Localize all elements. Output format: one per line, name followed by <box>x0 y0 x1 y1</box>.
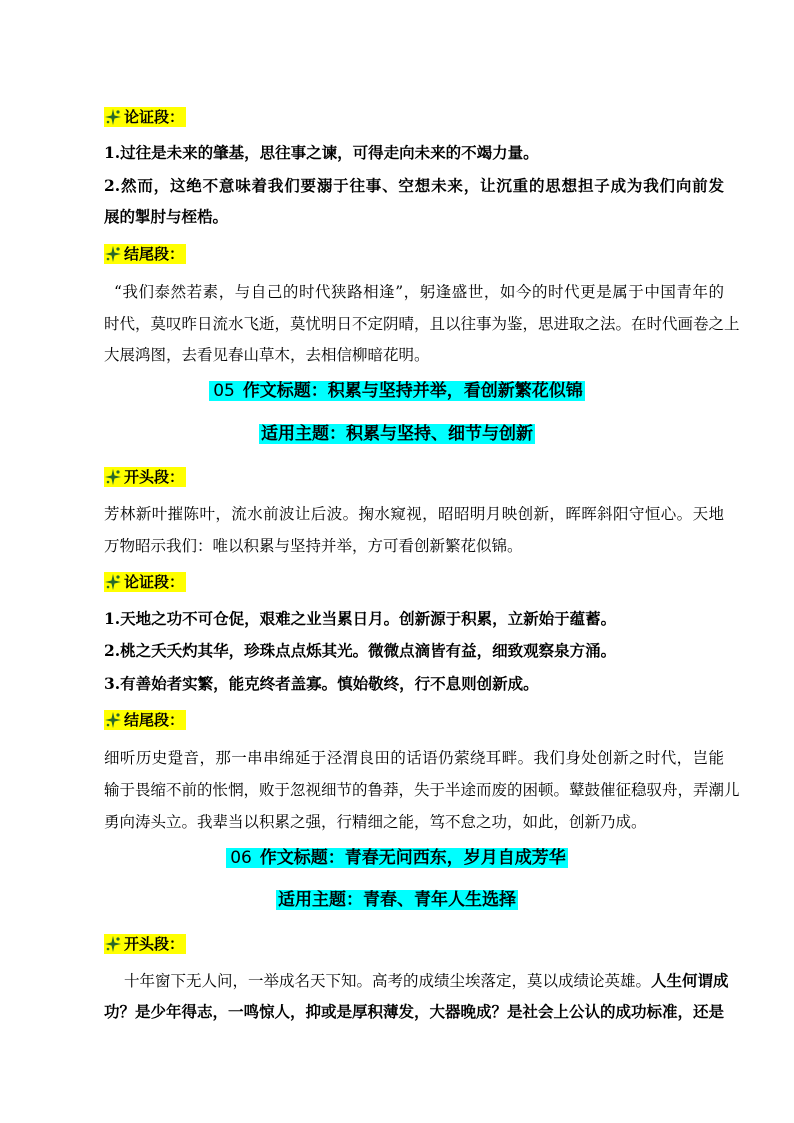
ending-paragraph-line3: 大展鸿图，去看见春山草木，去相信柳暗花明。 <box>104 346 430 364</box>
label-text: 开头段： <box>124 935 185 953</box>
label-highlight <box>104 572 186 592</box>
sparkle-icon <box>104 935 122 953</box>
argument-point-3: 3.有善始者实繁，能克终者盖寡。慎始敬终，行不息则创新成。 <box>104 674 539 693</box>
opening-paragraph-line1: 芳林新叶摧陈叶，流水前波让后波。掬水窥视，昭昭明月映创新，晖晖斜阳守恒心。天地 <box>104 505 724 523</box>
opening-text-regular: 十年窗下无人问，一举成名天下知。高考的成绩尘埃落定，莫以成绩论英雄。 <box>124 972 652 990</box>
label-highlight <box>104 467 186 487</box>
sparkle-icon <box>104 468 122 486</box>
argument-point-2-line1: 2.然而，这绝不意味着我们要溺于往事、空想未来，让沉重的思想担子成为我们向前发 <box>104 176 724 195</box>
essay-theme-06 <box>0 888 794 912</box>
ending-paragraph-line1: 细听历史跫音，那一串串绵延于泾渭良田的话语仍萦绕耳畔。我们身处创新之时代，岂能 <box>104 749 724 767</box>
essay-title-05 <box>0 379 794 403</box>
section-label-argument <box>104 571 186 593</box>
label-highlight <box>104 934 186 954</box>
label-text: 结尾段： <box>124 711 185 729</box>
ending-paragraph-line2: 输于畏缩不前的怅惘，败于忽视细节的鲁莽，失于半途而废的困顿。鼙鼓催征稳驭舟，弄潮儿 <box>104 781 740 799</box>
label-text: 论证段： <box>124 573 185 591</box>
sparkle-icon <box>104 711 122 729</box>
sparkle-icon <box>104 108 122 126</box>
label-highlight <box>104 710 186 730</box>
section-label-opening <box>104 466 186 488</box>
argument-point-1: 1.天地之功不可仓促，艰难之业当累日月。创新源于积累，立新始于蕴蓄。 <box>104 609 617 628</box>
essay-theme-text: 适用主题：青春、青年人生选择 <box>278 890 516 910</box>
ending-paragraph-line2: 时代，莫叹昨日流水飞逝，莫忧明日不定阴晴，且以往事为鉴，思进取之法。在时代画卷之上 <box>104 315 740 333</box>
essay-number: 05 <box>213 381 235 401</box>
sparkle-icon <box>104 245 122 263</box>
essay-number: 06 <box>230 848 252 868</box>
sparkle-icon <box>104 573 122 591</box>
label-highlight <box>104 244 186 264</box>
section-label-ending <box>104 243 186 265</box>
section-label-ending <box>104 709 186 731</box>
label-highlight <box>104 107 186 127</box>
argument-point-2-line2: 展的掣肘与桎梏。 <box>104 207 229 226</box>
essay-title-06 <box>0 846 794 870</box>
opening-paragraph-line2: 万物昭示我们：唯以积累与坚持并举，方可看创新繁花似锦。 <box>104 537 523 555</box>
label-text: 论证段： <box>124 108 185 126</box>
argument-point-2: 2.桃之夭夭灼其华，珍珠点点烁其光。微微点滴皆有益，细致观察泉方涌。 <box>104 641 617 660</box>
section-label-argument <box>104 106 186 128</box>
opening-text-bold: 人生何谓成 <box>651 971 729 990</box>
essay-title-text: 作文标题：积累与坚持并举，看创新繁花似锦 <box>242 381 583 401</box>
essay-theme-05 <box>0 422 794 446</box>
opening-paragraph-line2: 功？是少年得志，一鸣惊人，抑或是厚积薄发，大器晚成？是社会上公认的成功标准，还是 <box>104 1002 725 1021</box>
label-text: 结尾段： <box>124 245 185 263</box>
label-text: 开头段： <box>124 468 185 486</box>
section-label-opening <box>104 933 186 955</box>
argument-point-1: 1.过往是未来的肇基，思往事之谏，可得走向未来的不竭力量。 <box>104 143 539 162</box>
ending-paragraph-line1: “我们泰然若素，与自己的时代狭路相逢”，躬逢盛世，如今的时代更是属于中国青年的 <box>114 283 724 301</box>
essay-theme-text: 适用主题：积累与坚持、细节与创新 <box>261 424 533 444</box>
ending-paragraph-line3: 勇向涛头立。我辈当以积累之强，行精细之能，笃不怠之功，如此，创新乃成。 <box>104 813 647 831</box>
opening-paragraph-line1 <box>124 971 729 991</box>
essay-title-text: 作文标题：青春无问西东，岁月自成芳华 <box>259 848 566 868</box>
